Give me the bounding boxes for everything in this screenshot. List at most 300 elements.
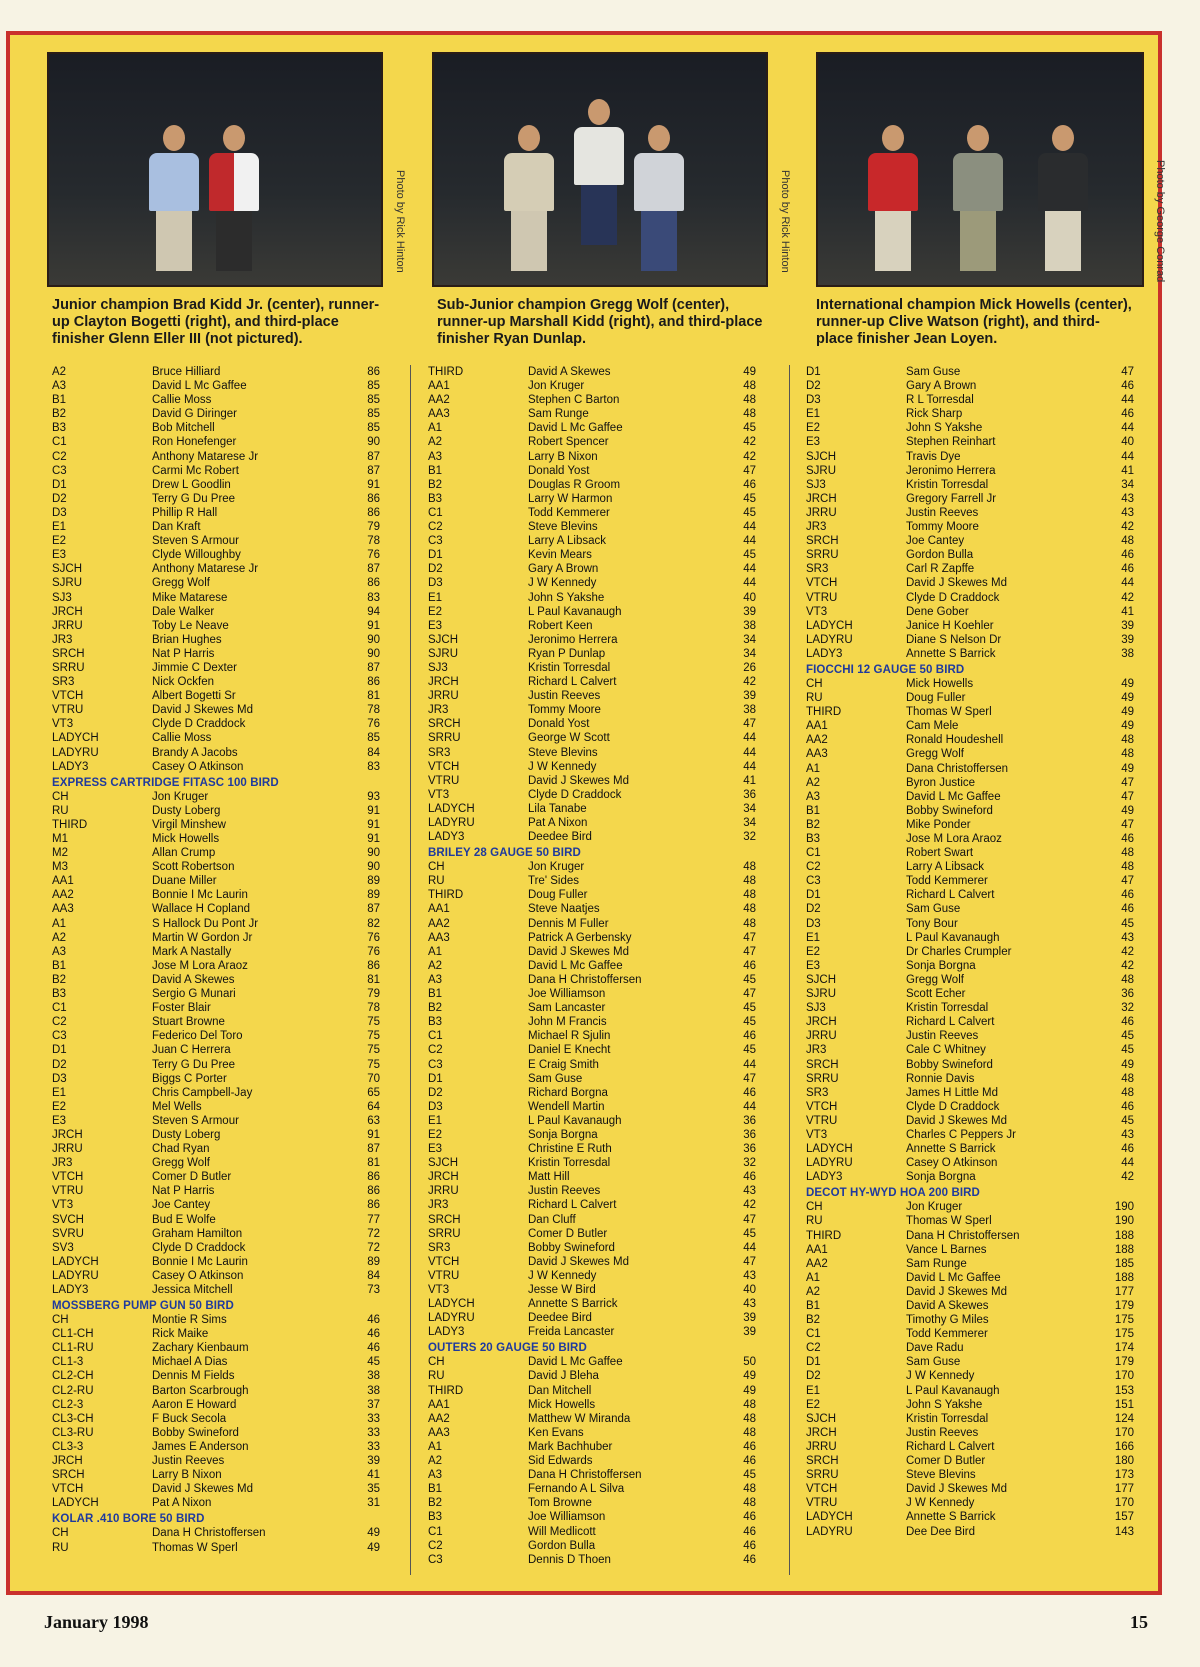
result-row — [806, 762, 1134, 776]
result-row — [52, 746, 380, 760]
class-code: B1 — [428, 988, 443, 1001]
score: 44 — [743, 521, 756, 534]
score: 48 — [743, 889, 756, 902]
class-code: THIRD — [806, 1229, 842, 1242]
class-code: SJCH — [806, 973, 837, 986]
class-code: B2 — [806, 1314, 821, 1327]
shooter-name: Pat A Nixon — [152, 1497, 212, 1510]
photo-junior — [47, 52, 383, 287]
class-code: SRCH — [806, 535, 839, 548]
result-row — [428, 1029, 756, 1043]
result-row — [52, 1440, 380, 1454]
shooter-name: Casey O Atkinson — [152, 760, 244, 773]
class-code: D1 — [428, 549, 443, 562]
class-code: C3 — [428, 1058, 443, 1071]
score: 87 — [367, 903, 380, 916]
class-code: C3 — [52, 1030, 67, 1043]
shooter-name: Clyde D Craddock — [906, 591, 1000, 604]
result-row — [428, 1496, 756, 1510]
class-code: CL1-3 — [52, 1356, 84, 1369]
score: 175 — [1114, 1314, 1134, 1327]
shooter-name: Nat P Harris — [152, 1185, 215, 1198]
class-code: E2 — [52, 535, 67, 548]
shooter-name: Casey O Atkinson — [906, 1157, 998, 1170]
result-row — [52, 1086, 380, 1100]
shooter-name: Toby Le Neave — [152, 619, 229, 632]
shooter-name: Joe Cantey — [906, 535, 965, 548]
result-row — [806, 1355, 1134, 1369]
shooter-name: Travis Dye — [906, 450, 961, 463]
class-code: SJCH — [428, 633, 459, 646]
result-row — [52, 1412, 380, 1426]
result-row — [806, 1086, 1134, 1100]
page-frame — [6, 31, 1166, 1595]
result-row — [428, 1482, 756, 1496]
shooter-name: Chris Campbell-Jay — [152, 1086, 253, 1099]
score: 44 — [743, 732, 756, 745]
score: 39 — [743, 690, 756, 703]
shooter-name: James E Anderson — [152, 1440, 249, 1453]
shooter-name: Donald Yost — [528, 464, 590, 477]
class-code: VTRU — [428, 1269, 460, 1282]
result-row — [52, 435, 380, 449]
shooter-name: Tre' Sides — [528, 875, 579, 888]
result-row — [428, 959, 756, 973]
score: 65 — [367, 1086, 380, 1099]
score: 47 — [743, 988, 756, 1001]
result-row — [428, 987, 756, 1001]
result-row — [806, 874, 1134, 888]
score: 46 — [743, 959, 756, 972]
shooter-name: Comer D Butler — [152, 1171, 232, 1184]
shooter-name: Kristin Torresdal — [528, 661, 611, 674]
shooter-name: Dale Walker — [152, 605, 215, 618]
class-code: D1 — [428, 1072, 443, 1085]
shooter-name: Justin Reeves — [528, 1185, 601, 1198]
class-code: A1 — [52, 917, 67, 930]
result-row — [806, 1015, 1134, 1029]
result-row — [428, 365, 756, 379]
result-row — [52, 959, 380, 973]
class-code: B3 — [52, 422, 67, 435]
shooter-name: Dusty Loberg — [152, 804, 221, 817]
score: 77 — [367, 1213, 380, 1226]
shooter-name: Ronnie Davis — [906, 1072, 975, 1085]
class-code: M1 — [52, 833, 68, 845]
class-code: JRCH — [428, 1171, 459, 1184]
shooter-name: Michael R Sjulin — [528, 1030, 611, 1043]
result-row — [52, 548, 380, 562]
score: 45 — [743, 973, 756, 986]
shooter-name: Justin Reeves — [152, 1455, 225, 1468]
result-row — [806, 492, 1134, 506]
score: 72 — [367, 1241, 380, 1254]
class-code: LADYRU — [52, 1269, 99, 1282]
score: 78 — [367, 1002, 380, 1015]
shooter-name: Gary A Brown — [906, 380, 977, 393]
score: 83 — [367, 591, 380, 604]
score: 48 — [743, 917, 756, 930]
shooter-name: Montie R Sims — [152, 1314, 227, 1327]
class-code: B3 — [428, 1511, 443, 1524]
class-code: C1 — [806, 847, 821, 860]
shooter-name: Kristin Torresdal — [906, 1002, 989, 1015]
result-row — [52, 818, 380, 832]
shooter-name: David J Skewes Md — [528, 1255, 629, 1268]
result-row — [806, 647, 1134, 661]
result-row — [52, 973, 380, 987]
class-code: B2 — [428, 478, 443, 491]
class-code: A3 — [52, 380, 67, 393]
class-code: AA1 — [52, 875, 74, 888]
score: 34 — [743, 647, 756, 660]
class-code: A3 — [52, 945, 67, 958]
result-row — [52, 1227, 380, 1241]
shooter-name: Larry B Nixon — [528, 450, 598, 463]
class-code: C2 — [428, 521, 443, 534]
shooter-name: Jose M Lora Araoz — [906, 833, 1002, 845]
score: 173 — [1114, 1469, 1134, 1482]
shooter-name: David J Bleha — [528, 1370, 599, 1383]
shooter-name: Scott Echer — [906, 988, 966, 1001]
shooter-name: David J Skewes Md — [152, 1483, 253, 1496]
score: 38 — [367, 1370, 380, 1383]
result-row — [428, 902, 756, 916]
score: 93 — [367, 790, 380, 803]
result-row — [806, 1285, 1134, 1299]
class-code: B2 — [52, 408, 67, 421]
class-code: E3 — [52, 1114, 67, 1127]
class-code: E1 — [52, 521, 67, 534]
score: 45 — [743, 422, 756, 435]
class-code: B1 — [806, 1300, 821, 1312]
result-row — [52, 717, 380, 731]
score: 43 — [743, 1269, 756, 1282]
class-code: M3 — [52, 861, 68, 874]
class-code: AA3 — [428, 408, 450, 421]
score: 179 — [1114, 1300, 1134, 1312]
result-row — [428, 788, 756, 802]
shooter-name: Tom Browne — [528, 1497, 592, 1510]
shooter-name: Foster Blair — [152, 1002, 211, 1015]
result-row — [806, 719, 1134, 733]
class-code: SRCH — [52, 1469, 85, 1482]
shooter-name: Fernando A L Silva — [528, 1483, 625, 1496]
class-code: SRRU — [428, 732, 461, 745]
shooter-name: J W Kennedy — [906, 1497, 975, 1510]
result-row — [806, 1100, 1134, 1114]
shooter-name: Ken Evans — [528, 1426, 584, 1439]
class-code: AA1 — [428, 380, 450, 393]
class-code: E1 — [428, 1114, 443, 1127]
class-code: VTRU — [52, 704, 84, 717]
event-heading: DECOT HY-WYD HOA 200 BIRD — [806, 1187, 980, 1200]
result-row — [52, 1426, 380, 1440]
result-row — [52, 1384, 380, 1398]
score: 48 — [743, 1497, 756, 1510]
score: 45 — [743, 549, 756, 562]
class-code: LADYCH — [52, 732, 99, 745]
score: 86 — [367, 1185, 380, 1198]
score: 46 — [743, 1553, 756, 1566]
event-heading: BRILEY 28 GAUGE 50 BIRD — [428, 847, 581, 860]
result-row — [52, 987, 380, 1001]
shooter-name: Sam Runge — [906, 1257, 967, 1270]
shooter-name: Kristin Torresdal — [906, 478, 989, 491]
class-code: CH — [52, 790, 69, 803]
shooter-name: Will Medlicott — [528, 1525, 596, 1538]
result-row — [52, 1241, 380, 1255]
shooter-name: Sonja Borgna — [906, 1171, 976, 1184]
score: 33 — [367, 1412, 380, 1425]
score: 38 — [743, 704, 756, 717]
result-row — [52, 1313, 380, 1327]
score: 48 — [743, 1483, 756, 1496]
result-row — [428, 703, 756, 717]
shooter-name: Clyde D Craddock — [152, 1241, 246, 1254]
score: 48 — [1121, 734, 1134, 747]
result-row — [806, 576, 1134, 590]
score: 86 — [367, 506, 380, 519]
result-row — [428, 1015, 756, 1029]
class-code: E2 — [428, 605, 443, 618]
score: 39 — [1121, 619, 1134, 632]
result-row — [52, 888, 380, 902]
result-row — [428, 647, 756, 661]
class-code: CH — [52, 1314, 69, 1327]
class-code: SR3 — [428, 1241, 451, 1254]
class-code: D3 — [806, 917, 821, 930]
class-code: LADYCH — [806, 619, 853, 632]
score: 36 — [743, 1114, 756, 1127]
shooter-name: Bud E Wolfe — [152, 1213, 216, 1226]
score: 87 — [367, 464, 380, 477]
shooter-name: Richard L Calvert — [906, 889, 995, 902]
score: 49 — [367, 1527, 380, 1540]
shooter-name: Ronald Houdeshell — [906, 734, 1004, 747]
score: 47 — [1121, 818, 1134, 831]
shooter-name: John S Yakshe — [906, 1398, 983, 1411]
class-code: SVRU — [52, 1227, 84, 1240]
shooter-name: Dee Dee Bird — [906, 1525, 976, 1538]
class-code: JR3 — [806, 1044, 827, 1057]
class-code: JRCH — [52, 1455, 83, 1468]
class-code: D1 — [806, 1356, 821, 1369]
class-code: SRRU — [806, 1469, 839, 1482]
class-code: C2 — [52, 1016, 67, 1029]
shooter-name: J W Kennedy — [906, 1370, 975, 1383]
score: 45 — [743, 1227, 756, 1240]
class-code: D2 — [806, 903, 821, 916]
result-row — [806, 945, 1134, 959]
event-heading: EXPRESS CARTRIDGE FITASC 100 BIRD — [52, 776, 279, 789]
score: 48 — [1121, 535, 1134, 548]
shooter-name: L Paul Kavanaugh — [906, 931, 1000, 944]
shooter-name: L Paul Kavanaugh — [528, 1114, 622, 1127]
result-row — [428, 520, 756, 534]
result-row — [806, 379, 1134, 393]
result-row — [806, 1313, 1134, 1327]
result-row — [428, 1086, 756, 1100]
shooter-name: Thomas W Sperl — [906, 706, 992, 719]
class-code: LADYCH — [52, 1255, 99, 1268]
shooter-name: Nick Ockfen — [152, 676, 214, 689]
result-row — [806, 1510, 1134, 1524]
result-row — [52, 1142, 380, 1156]
shooter-name: Dana Christoffersen — [906, 762, 1009, 775]
class-code: JRRU — [52, 1143, 83, 1156]
class-code: LADYRU — [806, 1525, 853, 1538]
score: 47 — [743, 945, 756, 958]
score: 190 — [1114, 1215, 1134, 1228]
shooter-name: Tony Bour — [906, 917, 958, 930]
result-row — [428, 478, 756, 492]
result-row — [52, 1072, 380, 1086]
score: 72 — [367, 1227, 380, 1240]
shooter-name: Sam Runge — [528, 408, 589, 421]
class-code: SJCH — [806, 450, 837, 463]
score: 39 — [1121, 633, 1134, 646]
class-code: B3 — [428, 1016, 443, 1029]
result-row — [52, 407, 380, 421]
event-heading: OUTERS 20 GAUGE 50 BIRD — [428, 1342, 587, 1355]
result-row — [428, 1184, 756, 1198]
shooter-name: David A Skewes — [906, 1300, 989, 1312]
class-code: THIRD — [428, 366, 464, 378]
shooter-name: Diane S Nelson Dr — [906, 633, 1002, 646]
class-code: A1 — [428, 422, 443, 435]
shooter-name: Dana H Christoffersen — [152, 1527, 266, 1540]
score: 86 — [367, 1199, 380, 1212]
score: 86 — [367, 959, 380, 972]
shooter-name: Sonja Borgna — [906, 959, 976, 972]
shooter-name: Jeronimo Herrera — [906, 464, 996, 477]
result-row — [428, 450, 756, 464]
score: 190 — [1114, 1201, 1134, 1214]
score: 44 — [743, 1058, 756, 1071]
score: 48 — [1121, 748, 1134, 761]
score: 44 — [1121, 577, 1134, 590]
result-row — [806, 1496, 1134, 1510]
score: 32 — [743, 1157, 756, 1170]
result-row — [806, 1384, 1134, 1398]
caption-junior: Junior champion Brad Kidd Jr. (center), runner-up Clayton Bogetti (right), and third-place finisher Glenn Eller III (not pictured). — [52, 297, 380, 347]
shooter-name: Justin Reeves — [906, 1030, 979, 1043]
score: 91 — [367, 804, 380, 817]
shooter-name: Stephen Reinhart — [906, 436, 996, 449]
shooter-name: John S Yakshe — [528, 591, 605, 604]
score: 33 — [367, 1440, 380, 1453]
class-code: VT3 — [428, 788, 450, 801]
class-code: JRRU — [806, 1440, 837, 1453]
class-code: C1 — [806, 1328, 821, 1341]
shooter-name: Anthony Matarese Jr — [152, 563, 259, 576]
class-code: B1 — [52, 394, 67, 407]
score: 86 — [367, 366, 380, 378]
result-row — [52, 1526, 380, 1540]
result-row — [52, 1468, 380, 1482]
score: 86 — [367, 492, 380, 505]
score: 82 — [367, 917, 380, 930]
class-code: VT3 — [428, 1284, 450, 1296]
class-code: SJ3 — [428, 661, 448, 674]
score: 46 — [367, 1314, 380, 1327]
score: 174 — [1114, 1342, 1134, 1355]
class-code: D1 — [52, 478, 67, 491]
result-row — [52, 902, 380, 916]
class-code: JR3 — [428, 704, 449, 717]
class-code: VT3 — [52, 718, 74, 731]
class-code: CL1-CH — [52, 1328, 94, 1341]
result-row — [428, 1255, 756, 1269]
result-row — [428, 1384, 756, 1398]
class-code: C2 — [428, 1539, 443, 1552]
class-code: CH — [428, 1356, 445, 1369]
result-row — [428, 689, 756, 703]
shooter-name: S Hallock Du Pont Jr — [152, 917, 259, 930]
class-code: C3 — [806, 875, 821, 888]
shooter-name: Joe Williamson — [528, 988, 606, 1001]
result-row — [428, 717, 756, 731]
class-code: E2 — [428, 1128, 443, 1141]
result-row — [806, 888, 1134, 902]
class-code: LADYCH — [428, 802, 475, 815]
result-row — [52, 1170, 380, 1184]
class-code: C2 — [428, 1044, 443, 1057]
score: 49 — [1121, 720, 1134, 733]
shooter-name: David J Skewes Md — [152, 704, 253, 717]
result-row — [428, 1412, 756, 1426]
class-code: JRRU — [806, 506, 837, 519]
result-row — [428, 534, 756, 548]
score: 42 — [743, 676, 756, 689]
result-row — [806, 1170, 1134, 1184]
score: 47 — [1121, 875, 1134, 888]
shooter-name: Annette S Barrick — [528, 1298, 618, 1311]
shooter-name: Drew L Goodlin — [152, 478, 231, 491]
class-code: CH — [428, 861, 445, 874]
result-row — [806, 1214, 1134, 1228]
shooter-name: Brian Hughes — [152, 633, 222, 646]
class-code: B2 — [428, 1497, 443, 1510]
footer-date: January 1998 — [44, 1612, 149, 1632]
class-code: CL3-CH — [52, 1412, 94, 1425]
result-row — [52, 832, 380, 846]
result-row — [52, 1213, 380, 1227]
class-code: A1 — [806, 762, 821, 775]
class-code: A2 — [428, 1455, 443, 1468]
result-row — [806, 619, 1134, 633]
shooter-name: Bonnie I Mc Laurin — [152, 1255, 248, 1268]
shooter-name: Jon Kruger — [528, 380, 585, 393]
class-code: JR3 — [52, 1157, 73, 1170]
shooter-name: Mark Bachhuber — [528, 1440, 613, 1453]
score: 46 — [1121, 380, 1134, 393]
shooter-name: Terry G Du Pree — [152, 492, 236, 505]
score: 44 — [743, 760, 756, 773]
class-code: LADYCH — [52, 1497, 99, 1510]
result-row — [428, 1001, 756, 1015]
result-row — [428, 973, 756, 987]
result-row — [806, 973, 1134, 987]
class-code: A3 — [806, 790, 821, 803]
result-row — [428, 435, 756, 449]
shooter-name: Aaron E Howard — [152, 1398, 237, 1411]
score: 49 — [743, 366, 756, 378]
result-row — [806, 705, 1134, 719]
class-code: JRRU — [52, 619, 83, 632]
class-code: E2 — [52, 1100, 67, 1113]
